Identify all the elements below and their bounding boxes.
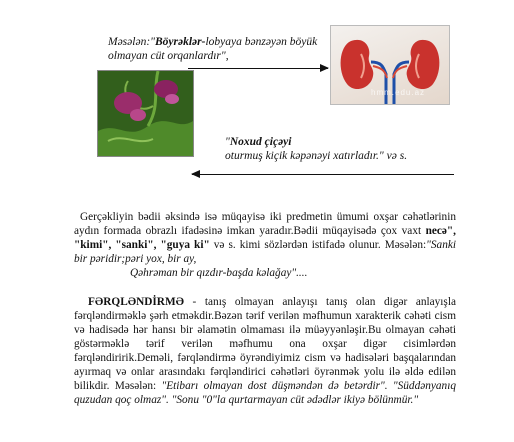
term-pea-flower: Noxud çiçəyi	[229, 136, 292, 148]
comparison-paragraph	[74, 210, 456, 280]
term-kidneys: Böyrəklər-	[155, 36, 206, 48]
pea-flower-photo-icon	[97, 70, 194, 157]
differentiation-paragraph	[74, 295, 456, 407]
section-heading: FƏRQLƏNDİRMƏ	[88, 296, 184, 308]
poem-line-1: "Sanki bir pəridir;pəri yox, bir ay,	[74, 239, 456, 265]
pea-flower-definition: oturmuş kiçik kəpənəyi xatırladır." və s.	[225, 150, 408, 162]
example-kidney-text	[108, 35, 328, 63]
arrow-to-kidney	[188, 68, 328, 69]
example-bean-text	[225, 135, 465, 163]
kidney-definition: lobyaya bənzəyən böyük olmayan cüt orqanlardır",	[108, 36, 318, 62]
quote-mark: "	[150, 36, 155, 48]
paragraph-text: - tanış olmayan anlayışı tanış olan digər anlayışla fərqləndirməklə şərh etməkdir.Bəzən tərif verilən məfhumun xarakterik cəhəti cism və hadisədə hər hansı bir əlamətin olmaması ilə müəyyənləşir.Bu olmayan cəhəti göstərməklə tərif verilən məfhumu ona oxşar digər cisimlərdən fərqləndiririk.Deməli, fərqləndirmə öyrəndiyimiz cism və hadisələri başqalarından ayırmaq və onlar arasındakı fərqləndirici cəhətləri öyrənmək yolu ilə əldə edilən bilikdir. Məsələn:	[74, 296, 456, 392]
paragraph-text: Gerçəkliyin bədii əksində isə müqayisə iki predmetin ümumi oxşar cəhətlərinin aydın formada obrazlı ifadəsinə imkan yaradır.Bədii müqayisədə çox vaxt	[74, 211, 456, 237]
paragraph-text: və s. kimi sözlərdən istifadə olunur. Məsələn:	[209, 239, 427, 251]
comparison-words: necə", "kimi", "sanki", "guya ki"	[74, 225, 456, 251]
kidney-illustration-icon	[330, 25, 450, 105]
quote-mark: "	[225, 136, 230, 148]
example-prefix: Məsələn:	[108, 36, 151, 48]
example-proverbs: "Etibarı olmayan dost düşməndən də betərdir". "Süddənyanıq quzudan qoç olmaz". "Sonu "0"la qurtarmayan cüt ədədlər ikiyə bölünmür."	[74, 380, 456, 406]
poem-line-2: Qəhrəman bir qızdır-başda kəlağay"....	[130, 267, 308, 279]
image-watermark: hmm.edu.az	[371, 88, 426, 97]
arrow-to-flower	[192, 174, 454, 175]
